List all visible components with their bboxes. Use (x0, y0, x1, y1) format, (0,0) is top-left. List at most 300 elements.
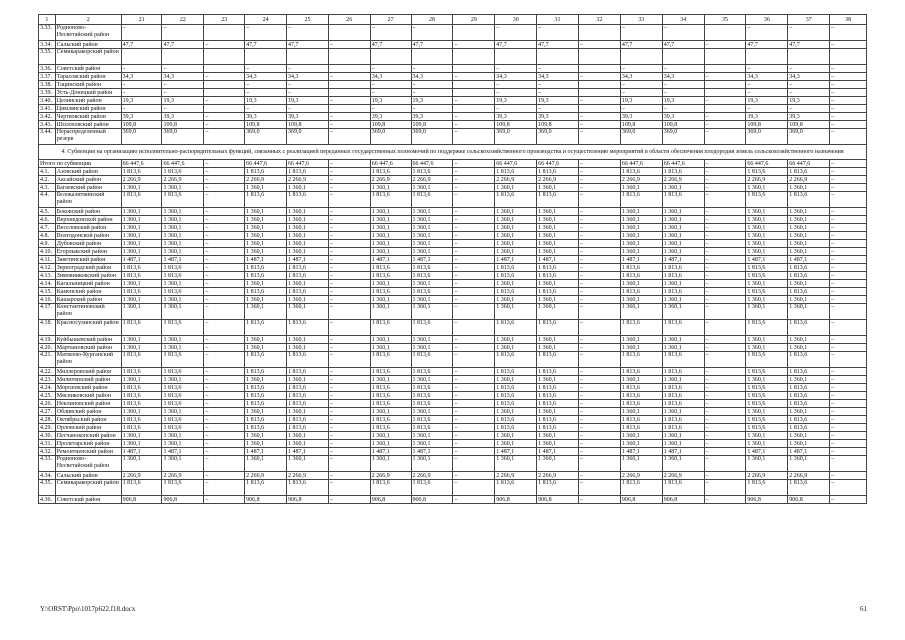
value-cell: 1 813,6 (121, 424, 162, 432)
value-cell: 1 360,1 (537, 296, 579, 304)
value-cell: 1 813,6 (411, 368, 453, 376)
value-cell: 1 813,6 (370, 288, 411, 296)
value-cell: – (328, 296, 370, 304)
value-cell: – (328, 448, 370, 456)
value-cell: 1 360,1 (370, 296, 411, 304)
value-cell: – (287, 25, 329, 41)
value-cell: 1 360,1 (662, 440, 704, 448)
value-cell: 1 360,1 (662, 344, 704, 352)
value-cell: – (328, 416, 370, 424)
value-cell: 1 360,1 (746, 344, 788, 352)
table-row (39, 73, 867, 81)
table-row (39, 176, 867, 184)
document-table-container (38, 14, 867, 504)
value-cell: 369,0 (370, 129, 411, 145)
column-number-cell: 27 (370, 15, 411, 25)
value-cell (704, 89, 746, 97)
value-cell: 1 813,6 (370, 368, 411, 376)
value-cell: 1 813,6 (245, 168, 287, 176)
value-cell: – (204, 280, 245, 288)
value-cell: – (704, 224, 746, 232)
value-cell: – (328, 121, 370, 129)
value-cell: 1 487,1 (411, 448, 453, 456)
value-cell: – (830, 256, 867, 264)
value-cell: 1 360,1 (662, 232, 704, 240)
value-cell: – (204, 392, 245, 400)
value-cell: 1 360,1 (537, 208, 579, 216)
value-cell: 1 813,6 (370, 424, 411, 432)
value-cell: – (788, 25, 830, 41)
value-cell: 1 813,6 (245, 264, 287, 272)
row-name: Аксайский район (55, 176, 121, 184)
value-cell: 1 360,1 (495, 336, 537, 344)
value-cell: – (578, 160, 620, 168)
value-cell: – (704, 208, 746, 216)
row-name: Боковский район (55, 208, 121, 216)
table-row (39, 49, 867, 65)
value-cell: 109,8 (662, 121, 704, 129)
value-cell: 1 360,1 (287, 208, 329, 216)
value-cell: 1 813,6 (537, 320, 579, 336)
total-row (39, 160, 867, 168)
row-number: 4.7. (39, 224, 56, 232)
value-cell: – (245, 105, 287, 113)
value-cell: – (578, 240, 620, 248)
value-cell: 1 813,6 (537, 272, 579, 280)
table-row (39, 272, 867, 280)
value-cell: 1 813,6 (662, 264, 704, 272)
value-cell: – (162, 105, 204, 113)
value-cell: 1 813,6 (662, 352, 704, 368)
value-cell: – (287, 89, 329, 97)
value-cell: 2 266,9 (411, 472, 453, 480)
value-cell: 1 813,6 (788, 320, 830, 336)
value-cell: 1 360,1 (411, 296, 453, 304)
section-4-title: 4. Субвенция на организацию исполнительно-распорядительных функций, связанных с реализацией переданных государственных полномочий по поддержке сельскохозяйственного производства и осуществлению мероприятий в области обеспечения плодородия земель сельскохозяйственного назначения (39, 145, 867, 160)
value-cell: 47,7 (662, 41, 704, 49)
value-cell: 39,3 (162, 113, 204, 121)
value-cell: – (204, 192, 245, 208)
value-cell: 1 487,1 (162, 256, 204, 264)
value-cell: – (830, 344, 867, 352)
row-name: Милютинский район (55, 376, 121, 384)
value-cell: 1 813,6 (788, 272, 830, 280)
value-cell: 1 813,6 (162, 416, 204, 424)
value-cell: 1 360,1 (245, 408, 287, 416)
value-cell: 369,0 (245, 129, 287, 145)
value-cell: – (328, 256, 370, 264)
value-cell: – (204, 296, 245, 304)
value-cell: 1 360,1 (788, 216, 830, 224)
value-cell (537, 49, 579, 65)
table-row (39, 129, 867, 145)
value-cell: – (121, 65, 162, 73)
value-cell: 34,3 (746, 73, 788, 81)
value-cell: 39,3 (411, 113, 453, 121)
value-cell: 1 813,6 (370, 264, 411, 272)
value-cell: 1 813,6 (746, 368, 788, 376)
value-cell: – (162, 89, 204, 97)
value-cell: 1 360,1 (537, 440, 579, 448)
value-cell: 369,0 (495, 129, 537, 145)
value-cell: – (204, 160, 245, 168)
value-cell: 66 447,6 (287, 160, 329, 168)
value-cell: – (578, 432, 620, 440)
value-cell: 1 813,6 (788, 288, 830, 296)
value-cell: – (578, 216, 620, 224)
value-cell: 1 360,1 (162, 456, 204, 472)
value-cell: – (704, 472, 746, 480)
row-number: 4.18. (39, 320, 56, 336)
value-cell: – (537, 89, 579, 97)
value-cell: 906,8 (746, 496, 788, 504)
value-cell: 1 360,1 (537, 408, 579, 416)
value-cell: 2 266,9 (620, 472, 662, 480)
value-cell: 2 266,9 (495, 472, 537, 480)
value-cell: 1 813,6 (245, 416, 287, 424)
value-cell: 1 360,1 (162, 184, 204, 192)
value-cell: 1 813,6 (746, 264, 788, 272)
value-cell: 1 813,6 (788, 424, 830, 432)
column-number-cell: 21 (121, 15, 162, 25)
value-cell: 1 813,6 (495, 264, 537, 272)
column-number-cell: 35 (704, 15, 746, 25)
value-cell: – (453, 304, 495, 320)
section-title-row (39, 145, 867, 160)
value-cell: – (453, 472, 495, 480)
value-cell: – (245, 65, 287, 73)
value-cell: – (830, 456, 867, 472)
row-name: Красносулинский район (55, 320, 121, 336)
value-cell: – (830, 296, 867, 304)
value-cell: 1 813,6 (370, 168, 411, 176)
value-cell: 47,7 (121, 41, 162, 49)
value-cell: 1 360,1 (411, 208, 453, 216)
column-number-cell: 29 (453, 15, 495, 25)
value-cell: 1 360,1 (162, 224, 204, 232)
value-cell (662, 49, 704, 65)
value-cell: 1 487,1 (245, 448, 287, 456)
row-name: Сальский район (55, 472, 121, 480)
table-row (39, 280, 867, 288)
value-cell: 2 266,9 (620, 176, 662, 184)
value-cell: 1 360,1 (245, 376, 287, 384)
value-cell: – (204, 113, 245, 121)
value-cell: 1 360,1 (537, 344, 579, 352)
value-cell: 1 813,6 (537, 424, 579, 432)
value-cell: 66 447,6 (370, 160, 411, 168)
value-cell: – (704, 129, 746, 145)
value-cell: – (204, 336, 245, 344)
value-cell: 66 447,6 (121, 160, 162, 168)
row-number: 4.11. (39, 256, 56, 264)
value-cell: 2 266,9 (245, 176, 287, 184)
value-cell: 1 813,6 (162, 368, 204, 376)
value-cell: 1 813,6 (537, 392, 579, 400)
value-cell: 1 813,6 (245, 480, 287, 496)
value-cell: 906,8 (245, 496, 287, 504)
value-cell: 1 360,1 (746, 248, 788, 256)
value-cell: – (578, 208, 620, 216)
value-cell: 1 360,1 (662, 376, 704, 384)
row-name: Советский район (55, 496, 121, 504)
value-cell: – (830, 248, 867, 256)
value-cell: 1 360,1 (620, 280, 662, 288)
value-cell: 1 813,6 (537, 416, 579, 424)
value-cell: 1 487,1 (121, 448, 162, 456)
value-cell: – (453, 440, 495, 448)
value-cell: – (830, 184, 867, 192)
value-cell: 1 360,1 (370, 224, 411, 232)
value-cell: 1 360,1 (620, 224, 662, 232)
value-cell: – (830, 432, 867, 440)
value-cell: 1 813,6 (620, 320, 662, 336)
value-cell: 1 360,1 (370, 280, 411, 288)
value-cell: 1 360,1 (620, 184, 662, 192)
value-cell: 1 360,1 (121, 248, 162, 256)
value-cell: 1 360,1 (662, 296, 704, 304)
value-cell: 19,3 (788, 97, 830, 105)
value-cell (204, 25, 245, 41)
value-cell: 1 813,6 (662, 320, 704, 336)
row-number: 4.28. (39, 416, 56, 424)
row-number: 4.26. (39, 400, 56, 408)
value-cell: 1 813,6 (370, 384, 411, 392)
value-cell: 1 360,1 (662, 216, 704, 224)
value-cell: – (830, 73, 867, 81)
value-cell: – (704, 176, 746, 184)
value-cell: 2 266,9 (370, 472, 411, 480)
table-row (39, 304, 867, 320)
column-number-cell: 2 (55, 15, 121, 25)
value-cell: 1 813,6 (788, 384, 830, 392)
value-cell: 1 487,1 (495, 448, 537, 456)
value-cell: – (704, 248, 746, 256)
value-cell: – (578, 408, 620, 416)
value-cell: 1 360,1 (788, 232, 830, 240)
row-name: Советский район (55, 65, 121, 73)
row-number: 4.8. (39, 232, 56, 240)
value-cell: 1 360,1 (162, 336, 204, 344)
value-cell: – (204, 448, 245, 456)
value-cell: – (328, 248, 370, 256)
table-row (39, 336, 867, 344)
value-cell: 906,8 (662, 496, 704, 504)
value-cell: – (578, 344, 620, 352)
column-number-cell: 32 (578, 15, 620, 25)
row-name: Целинский район (55, 97, 121, 105)
value-cell: 1 813,6 (788, 264, 830, 272)
value-cell: 1 360,1 (620, 248, 662, 256)
value-cell: 1 360,1 (788, 248, 830, 256)
value-cell: 1 360,1 (537, 280, 579, 288)
value-cell: 1 360,1 (121, 440, 162, 448)
value-cell: – (453, 384, 495, 392)
value-cell: – (204, 248, 245, 256)
value-cell: – (370, 89, 411, 97)
value-cell: – (453, 73, 495, 81)
value-cell: 1 360,1 (162, 216, 204, 224)
table-row (39, 440, 867, 448)
row-name: Кашарский район (55, 296, 121, 304)
value-cell: – (328, 208, 370, 216)
value-cell: 1 487,1 (746, 256, 788, 264)
row-name: Семикаракорский район (55, 480, 121, 496)
value-cell: – (578, 424, 620, 432)
value-cell: 1 360,1 (746, 232, 788, 240)
value-cell (453, 105, 495, 113)
value-cell: – (370, 105, 411, 113)
value-cell (578, 81, 620, 89)
value-cell: 1 360,1 (495, 432, 537, 440)
value-cell: – (830, 81, 867, 89)
value-cell: – (204, 472, 245, 480)
value-cell: 1 360,1 (121, 336, 162, 344)
value-cell: – (578, 248, 620, 256)
table-row (39, 256, 867, 264)
table-row (39, 480, 867, 496)
value-cell: 1 360,1 (287, 456, 329, 472)
value-cell: 34,3 (162, 73, 204, 81)
value-cell: 34,3 (537, 73, 579, 81)
value-cell: 1 360,1 (121, 224, 162, 232)
value-cell: – (162, 25, 204, 41)
value-cell: 1 360,1 (537, 248, 579, 256)
value-cell: 109,8 (121, 121, 162, 129)
column-number-cell: 36 (746, 15, 788, 25)
value-cell: 1 813,6 (162, 272, 204, 280)
value-cell: – (204, 304, 245, 320)
value-cell: 1 360,1 (620, 208, 662, 216)
row-number: 3.42. (39, 113, 56, 121)
value-cell: 1 813,6 (411, 288, 453, 296)
row-number: 4.9. (39, 240, 56, 248)
value-cell: – (328, 240, 370, 248)
value-cell: – (578, 456, 620, 472)
value-cell: 1 360,1 (495, 304, 537, 320)
value-cell: – (453, 280, 495, 288)
value-cell: 1 360,1 (788, 376, 830, 384)
value-cell: 1 813,6 (537, 288, 579, 296)
value-cell: 1 487,1 (287, 448, 329, 456)
value-cell: – (830, 113, 867, 121)
value-cell: – (328, 408, 370, 416)
value-cell: – (328, 288, 370, 296)
value-cell: 1 813,6 (370, 392, 411, 400)
value-cell: 1 813,6 (245, 192, 287, 208)
value-cell: – (830, 25, 867, 41)
value-cell: – (788, 89, 830, 97)
value-cell: – (578, 352, 620, 368)
value-cell: 1 813,6 (620, 352, 662, 368)
value-cell: 1 360,1 (162, 440, 204, 448)
value-cell: – (453, 496, 495, 504)
value-cell: 19,3 (537, 97, 579, 105)
value-cell: 1 813,6 (662, 416, 704, 424)
value-cell: – (578, 73, 620, 81)
value-cell: 906,8 (620, 496, 662, 504)
value-cell: 1 360,1 (162, 296, 204, 304)
value-cell: – (830, 440, 867, 448)
value-cell: – (662, 105, 704, 113)
value-cell: 1 360,1 (287, 280, 329, 288)
value-cell: 1 813,6 (287, 368, 329, 376)
value-cell: – (704, 121, 746, 129)
value-cell: 1 360,1 (370, 336, 411, 344)
value-cell: – (204, 440, 245, 448)
row-number: 3.33. (39, 25, 56, 41)
value-cell: 1 813,6 (245, 320, 287, 336)
value-cell: 1 360,1 (788, 208, 830, 216)
value-cell: – (704, 216, 746, 224)
value-cell: 1 360,1 (746, 376, 788, 384)
value-cell: 1 813,6 (495, 288, 537, 296)
value-cell: – (328, 472, 370, 480)
value-cell: 1 360,1 (411, 280, 453, 288)
value-cell: 1 813,6 (620, 168, 662, 176)
value-cell: 47,7 (287, 41, 329, 49)
value-cell: – (704, 168, 746, 176)
value-cell: – (704, 376, 746, 384)
value-cell: 109,8 (370, 121, 411, 129)
row-number: 3.38. (39, 81, 56, 89)
value-cell: – (704, 280, 746, 288)
value-cell: 1 813,6 (620, 384, 662, 392)
value-cell: – (453, 129, 495, 145)
value-cell: – (453, 41, 495, 49)
value-cell: – (453, 408, 495, 416)
value-cell: – (830, 224, 867, 232)
value-cell: 19,3 (746, 97, 788, 105)
value-cell: – (578, 400, 620, 408)
value-cell: – (704, 384, 746, 392)
value-cell: 1 813,6 (620, 288, 662, 296)
value-cell: – (830, 320, 867, 336)
value-cell: – (830, 97, 867, 105)
table-row (39, 424, 867, 432)
row-number: 4.27. (39, 408, 56, 416)
subvention-table (38, 14, 867, 504)
value-cell: – (578, 41, 620, 49)
value-cell: 1 360,1 (287, 248, 329, 256)
value-cell: 1 360,1 (411, 432, 453, 440)
value-cell: 2 266,9 (121, 176, 162, 184)
table-body (39, 15, 867, 504)
value-cell: – (328, 320, 370, 336)
row-name: Заветинский район (55, 256, 121, 264)
column-number-cell: 37 (788, 15, 830, 25)
value-cell: 1 360,1 (287, 184, 329, 192)
value-cell: – (788, 65, 830, 73)
value-cell: – (704, 368, 746, 376)
value-cell: 109,8 (537, 121, 579, 129)
value-cell: 1 360,1 (537, 336, 579, 344)
value-cell: 1 360,1 (746, 336, 788, 344)
value-cell: – (411, 105, 453, 113)
footer-page-number: 61 (860, 605, 867, 613)
row-name: Обливский район (55, 408, 121, 416)
value-cell: – (453, 168, 495, 176)
value-cell: 1 360,1 (370, 232, 411, 240)
value-cell: 369,0 (287, 129, 329, 145)
table-row (39, 376, 867, 384)
row-name: Веселовский район (55, 224, 121, 232)
table-row (39, 208, 867, 216)
value-cell: – (328, 432, 370, 440)
value-cell: – (204, 129, 245, 145)
value-cell: – (704, 440, 746, 448)
row-name: Ремонтненский район (55, 448, 121, 456)
